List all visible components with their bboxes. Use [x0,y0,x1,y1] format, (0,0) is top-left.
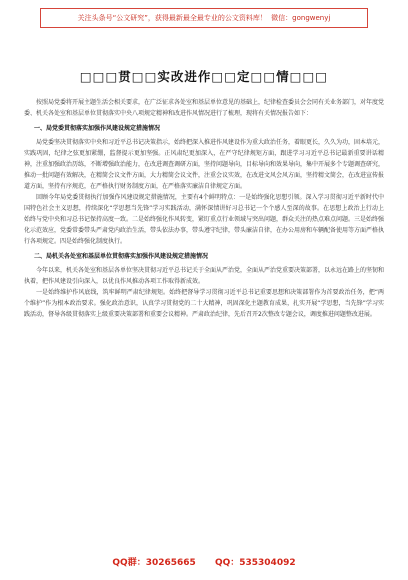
document-body [24,97,384,320]
contact-footer [0,555,408,568]
qq-group: QQ群：30265665 [112,558,196,568]
section-2-paragraph-1: 今年以来，机关各处室和基层各单位坚决贯彻习近平总书记关于全面从严治党，全面从严治党重要决策部署，以永远在路上的坚韧和执着，把作风建设引向深入，以优良作风推动各项工作取得新成效。 [24,267,385,285]
section-1-paragraph-2: 回顾今年局党委贯彻执行加强作风建设规定措施情况，主要有4个鲜明特点：一是始终强化思想引领。深入学习贯彻习近平新时代中国特色社会主义思想，持续深化“学思想当先锋”学习实践活动，满怀深情讲好习总书记一个个感人至深的故事。在思想上政治上行动上始终与党中央和习总书记保持高度一致。二是始终强化作风转变，紧盯重点行业领域与突出问题，群众关注的热点难点问题。三是始终强化示范效应，党委常委带头严肃党内政治生活，带头依法办事，带头遵守纪律，带头廉洁自律，在办公用房和车辆配备使用等方面严格执行各项规定。四是始终强化制度执行。 [24,194,385,245]
promo-banner [40,8,368,28]
qq-number: QQ：535304092 [214,558,296,568]
section-2-paragraph-2: 一是始终维护作风底线，筑牢鲜明严肃纪律规矩。始终把督导学习贯彻习近平总书记重要思想和决策部署作为首要政治任务，把“两个维护”作为根本政治要求。强化政治意识，认真学习贯彻党的二十大精神，巩固深化主题教育成果，扎实开展“学思想，当先锋”学习实践活动，督导各级贯彻落实上级重要决策部署和重要会议精神。严肃政治纪律，先后召开2次整改专题会议，调度推进问题整改进展。 [24,289,384,318]
wechat-contact: 微信：gongwenyj [271,14,331,22]
intro-paragraph: 按照局党委将开展主题生活会相关要求，在广泛征求各处室和基层单位意见的基础上，纪律检查委员会会同有关业务部门，对年度党委、机关各处室和基层单位贯彻落实中央八项规定精神和改进作风情况进行了梳理，现将有关情况报告如下： [24,99,385,117]
section-1-paragraph-1: 局党委坚决贯彻落实中央和习近平总书记决策指示，始终把深入推进作风建设作为重大政治任务，着眼更长，久久为功，固本培元，实践巩固，纪律之弦更加紧绷，监督提示更加坚强。正风肃纪更加深入，在严守纪律规矩方面，跟进学习习近平总书记最新重要讲话精神，注重加强政治历练，不断增强政治能力，在改进调查调研方面，坚持问题导向，目标导向和效果导向，集中开展多个专题调查研究，推动一批问题有效解决，在精简会议文件方面，大力精简会议文件，注重会议实效，在改进文风会风方面，坚持精文简会，在改进宣传报道方面，坚持有序规范，在严格执行财务制度方面，在严格落实廉洁自律规定方面。 [24,139,385,190]
document-title: □□□贯□□实改进作□□定□□情□□□ [79,69,329,84]
section-heading-1: 一、局党委贯彻落实加强作风建设规定措施情况 [34,125,161,132]
section-heading-2: 二、局机关各处室和基层单位贯彻落实加强作风建设规定措施情况 [34,253,209,260]
promo-text: 关注头条号“公文研究”，获得最新最全最专业的公文资料库！ [77,14,267,22]
